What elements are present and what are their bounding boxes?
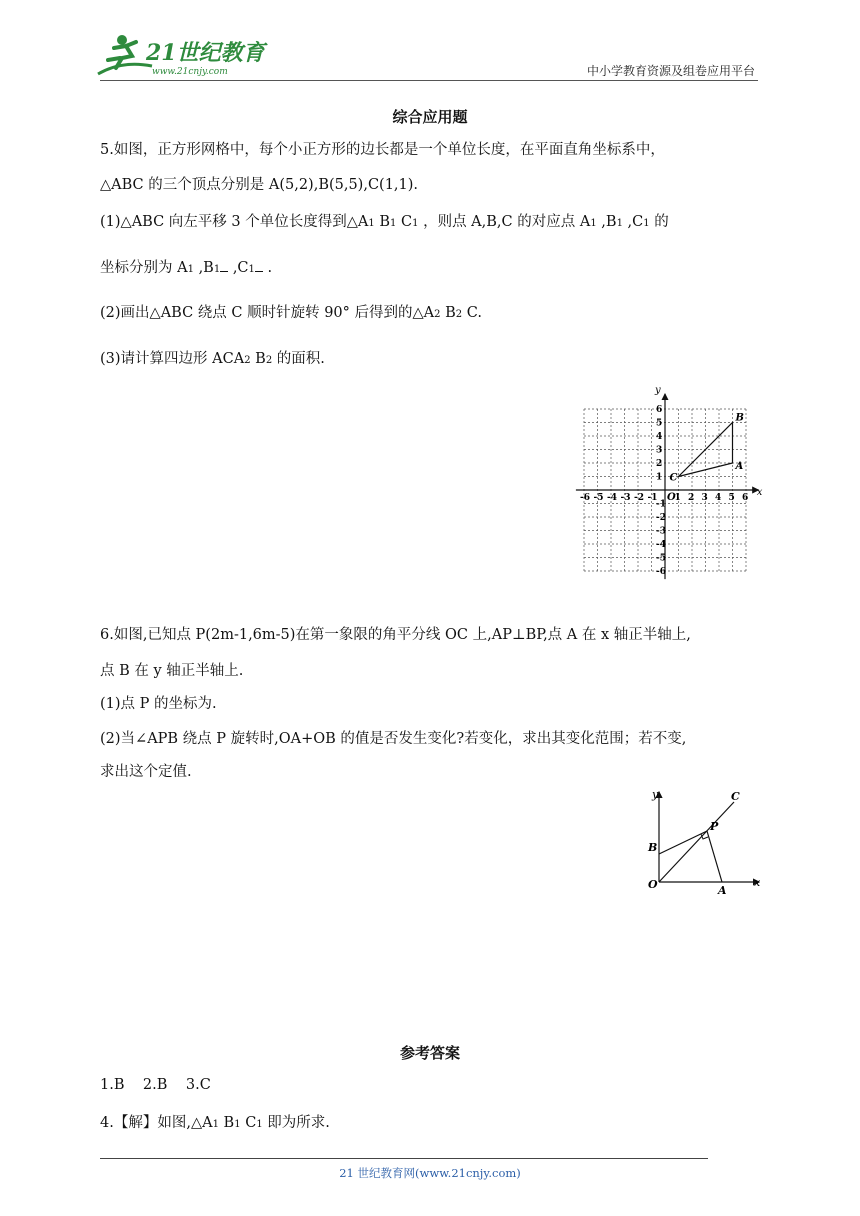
origin-label: O [667, 492, 676, 503]
q5-part1-text: B [374, 214, 390, 230]
x-axis-label: x [754, 876, 761, 889]
subscript: 1 [643, 218, 650, 229]
platform-name: 中小学教育资源及组卷应用平台 [586, 64, 755, 78]
q5-part2-text: C. [462, 305, 482, 321]
y-tick-label: 6 [656, 405, 663, 415]
x-tick-label: 5 [728, 493, 735, 503]
footer-divider [100, 1158, 708, 1159]
coordinate-grid-figure [580, 384, 763, 577]
right-angle-mark [701, 834, 708, 839]
subscript: 2 [434, 309, 441, 320]
y-tick-label: -6 [656, 567, 666, 577]
subscript: 1 [256, 1119, 263, 1130]
subscript: 1 [212, 1119, 219, 1130]
label-a: A [718, 884, 727, 897]
answers-line1: 1.B 2.B 3.C [100, 1077, 211, 1093]
y-tick-label: 3 [656, 445, 663, 456]
header-divider [100, 80, 758, 81]
segment-ap [707, 831, 722, 882]
logo-text: 21世纪教育 [146, 40, 265, 66]
vertex-label-a: A [735, 461, 744, 472]
subscript: 1 [234, 1119, 241, 1130]
q5-part1-text: C [396, 214, 413, 230]
x-tick-label: -1 [647, 493, 658, 503]
y-axis-label: y [652, 788, 659, 801]
q5-part1-text: . [262, 260, 273, 276]
y-tick-label: -4 [656, 540, 666, 550]
x-axis-label: x [756, 487, 763, 498]
label-p: P [710, 820, 719, 833]
subscript: 1 [187, 264, 194, 275]
q5-part1-text: ，则点 A,B,C 的对应点 A [418, 214, 591, 230]
subscript: 1 [412, 218, 419, 229]
subscript: 1 [390, 218, 397, 229]
y-axis-label: y [655, 384, 661, 396]
segment-bp [659, 831, 707, 854]
y-tick-label: -1 [656, 499, 666, 510]
y-tick-label: 4 [656, 432, 663, 442]
y-tick-label: 2 [656, 459, 663, 469]
q5-part1-text: ,C [228, 260, 249, 276]
x-tick-label: 2 [688, 493, 695, 503]
answers-line2 [100, 1113, 770, 1135]
x-tick-label: -4 [607, 493, 617, 503]
label-o: O [648, 878, 658, 891]
label-c: C [731, 790, 740, 803]
q5-part2-text: (2)画出△ABC 绕点 C 顺时针旋转 90° 后得到的△A [100, 305, 435, 321]
q5-part1-text: 的 [649, 214, 669, 230]
q5-part1-text: ,B [596, 214, 617, 230]
answer-text: B [218, 1115, 235, 1131]
subscript: 2 [244, 355, 251, 366]
q5-part1-line2 [100, 258, 770, 280]
y-tick-label: 5 [656, 418, 663, 429]
subscript: 2 [455, 309, 463, 320]
q6-part2-line2: 求出这个定值. [100, 764, 192, 780]
subscript: 1 [590, 218, 597, 229]
angle-figure-svg [640, 788, 765, 898]
y-tick-label: -5 [656, 553, 666, 564]
x-tick-label: 1 [674, 493, 681, 503]
q6-line2: 点 B 在 y 轴正半轴上. [100, 663, 244, 679]
q5-part3 [100, 349, 770, 371]
angle-figure [640, 788, 765, 898]
site-logo [92, 30, 265, 80]
y-tick-label: 1 [656, 472, 663, 483]
q5-line1: 5.如图，正方形网格中，每个小正方形的边长都是一个单位长度，在平面直角坐标系中， [100, 142, 665, 158]
x-tick-label: -6 [580, 493, 590, 503]
vertex-label-b: B [735, 412, 744, 424]
logo-url: www.21cnjy.com [152, 67, 228, 77]
x-tick-label: 6 [742, 493, 749, 503]
x-tick-label: 3 [701, 493, 708, 503]
q5-part3-text: B [250, 351, 266, 367]
subscript: 1 [616, 218, 623, 229]
q5-line2: △ABC 的三个顶点分别是 A(5,2),B(5,5),C(1,1). [100, 177, 419, 193]
q5-part1-text: ,B [193, 260, 214, 276]
q5-part1-text: ,C [622, 214, 644, 230]
coordinate-grid-svg [580, 384, 763, 577]
subscript: 1 [248, 264, 255, 275]
y-tick-label: -3 [656, 526, 666, 537]
answer-text: 4.【解】如图,△A [100, 1115, 213, 1131]
answer-text: C [240, 1115, 257, 1131]
section-title: 综合应用题 [392, 108, 468, 126]
q5-part2 [100, 303, 770, 325]
q5-part3-text: (3)请计算四边形 ACA [100, 351, 245, 367]
vertex-label-c: C [669, 472, 678, 484]
q6-line1: 6.如图,已知点 P(2m-1,6m-5)在第一象限的角平分线 OC 上,AP⊥BP,点 A 在 x 轴正半轴上, [100, 627, 691, 643]
footer-text: 21 世纪教育网(www.21cnjy.com) [339, 1166, 521, 1180]
answer-blank [255, 259, 263, 272]
label-b: B [648, 841, 658, 854]
x-tick-label: -3 [620, 493, 631, 503]
subscript: 2 [265, 355, 273, 366]
subscript: 1 [213, 264, 221, 275]
x-tick-label: -5 [593, 493, 604, 503]
y-tick-label: -2 [656, 513, 666, 523]
q5-part1-text: 坐标分别为 A [100, 260, 188, 276]
q5-part1-text: (1)△ABC 向左平移 3 个单位长度得到△A [100, 214, 369, 230]
q6-part2-line1: (2)当∠APB 绕点 P 旋转时,OA+OB 的值是否发生变化?若变化，求出其变化范围；若不变, [100, 731, 687, 747]
bisector-oc [659, 802, 734, 882]
q5-part1 [100, 212, 770, 234]
q6-part1: (1)点 P 的坐标为. [100, 696, 217, 712]
x-tick-label: 4 [715, 493, 722, 503]
answer-text: 即为所求. [262, 1115, 330, 1131]
q5-part3-text: 的面积. [272, 351, 325, 367]
answers-title: 参考答案 [399, 1044, 460, 1062]
x-tick-label: -2 [634, 493, 644, 503]
subscript: 1 [368, 218, 375, 229]
q5-part2-text: B [440, 305, 456, 321]
